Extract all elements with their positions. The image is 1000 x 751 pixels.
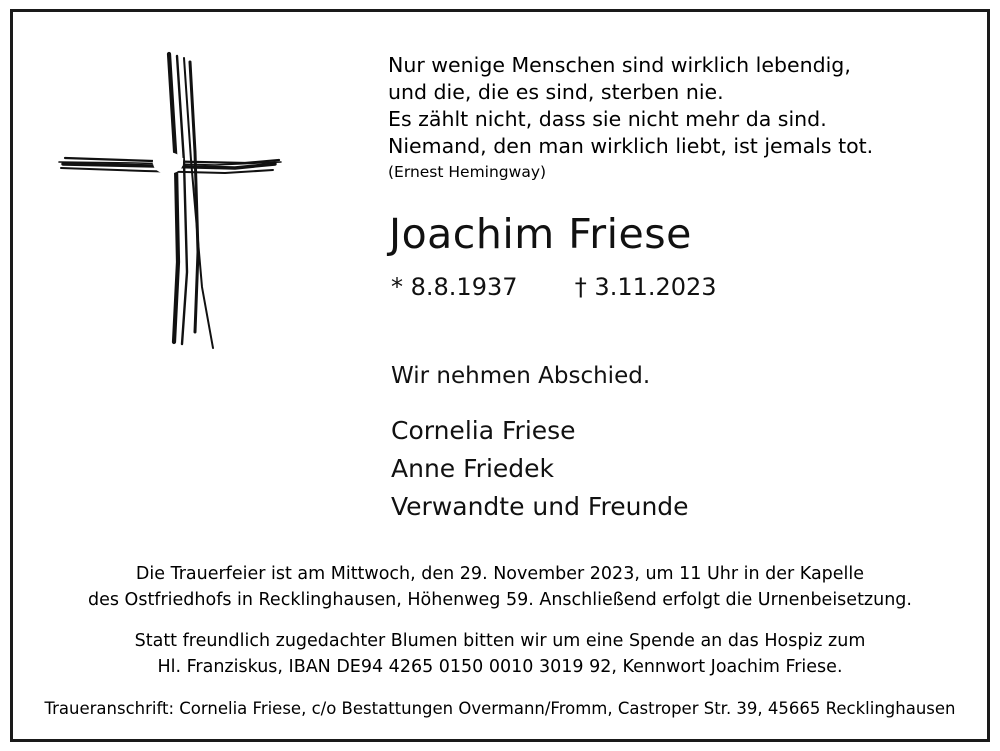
quote-block — [388, 52, 978, 184]
ceremony-info — [43, 562, 957, 613]
list-item: Cornelia Friese — [391, 416, 576, 445]
list-item: Verwandte und Freunde — [391, 492, 689, 521]
quote-line: Nur wenige Menschen sind wirklich lebendig, — [388, 53, 851, 77]
list-item: Anne Friedek — [391, 454, 555, 483]
mourning-address: Traueranschrift: Cornelia Friese, c/o Bestattungen Overmann/Fromm, Castroper Str. 39, 45665 Recklinghausen — [44, 699, 956, 718]
farewell-text: Wir nehmen Abschied. — [391, 363, 651, 389]
ceremony-line: des Ostfriedhofs in Recklinghausen, Höhenweg 59. Anschließend erfolgt die Urnenbeisetzung. — [88, 589, 912, 610]
death-date: † 3.11.2023 — [574, 273, 717, 301]
notice-footer — [43, 562, 957, 696]
donation-line: Statt freundlich zugedachter Blumen bitten wir um eine Spende an das Hospiz zum — [134, 631, 866, 651]
cross-illustration — [35, 32, 365, 362]
birth-date: * 8.8.1937 — [391, 273, 518, 301]
donation-info — [43, 629, 957, 680]
life-dates — [391, 273, 717, 301]
quote-author: (Ernest Hemingway) — [388, 163, 547, 181]
deceased-name: Joachim Friese — [389, 210, 692, 258]
mourners-list — [391, 412, 689, 526]
cross-icon — [35, 32, 365, 362]
quote-line: Es zählt nicht, dass sie nicht mehr da sind. — [388, 107, 827, 131]
quote-line: Niemand, den man wirklich liebt, ist jemals tot. — [388, 134, 874, 158]
donation-line: Hl. Franziskus, IBAN DE94 4265 0150 0010 3019 92, Kennwort Joachim Friese. — [157, 656, 843, 677]
notice-frame — [10, 9, 990, 742]
ceremony-line: Die Trauerfeier ist am Mittwoch, den 29. November 2023, um 11 Uhr in der Kapelle — [135, 564, 865, 584]
quote-line: und die, die es sind, sterben nie. — [388, 80, 724, 104]
